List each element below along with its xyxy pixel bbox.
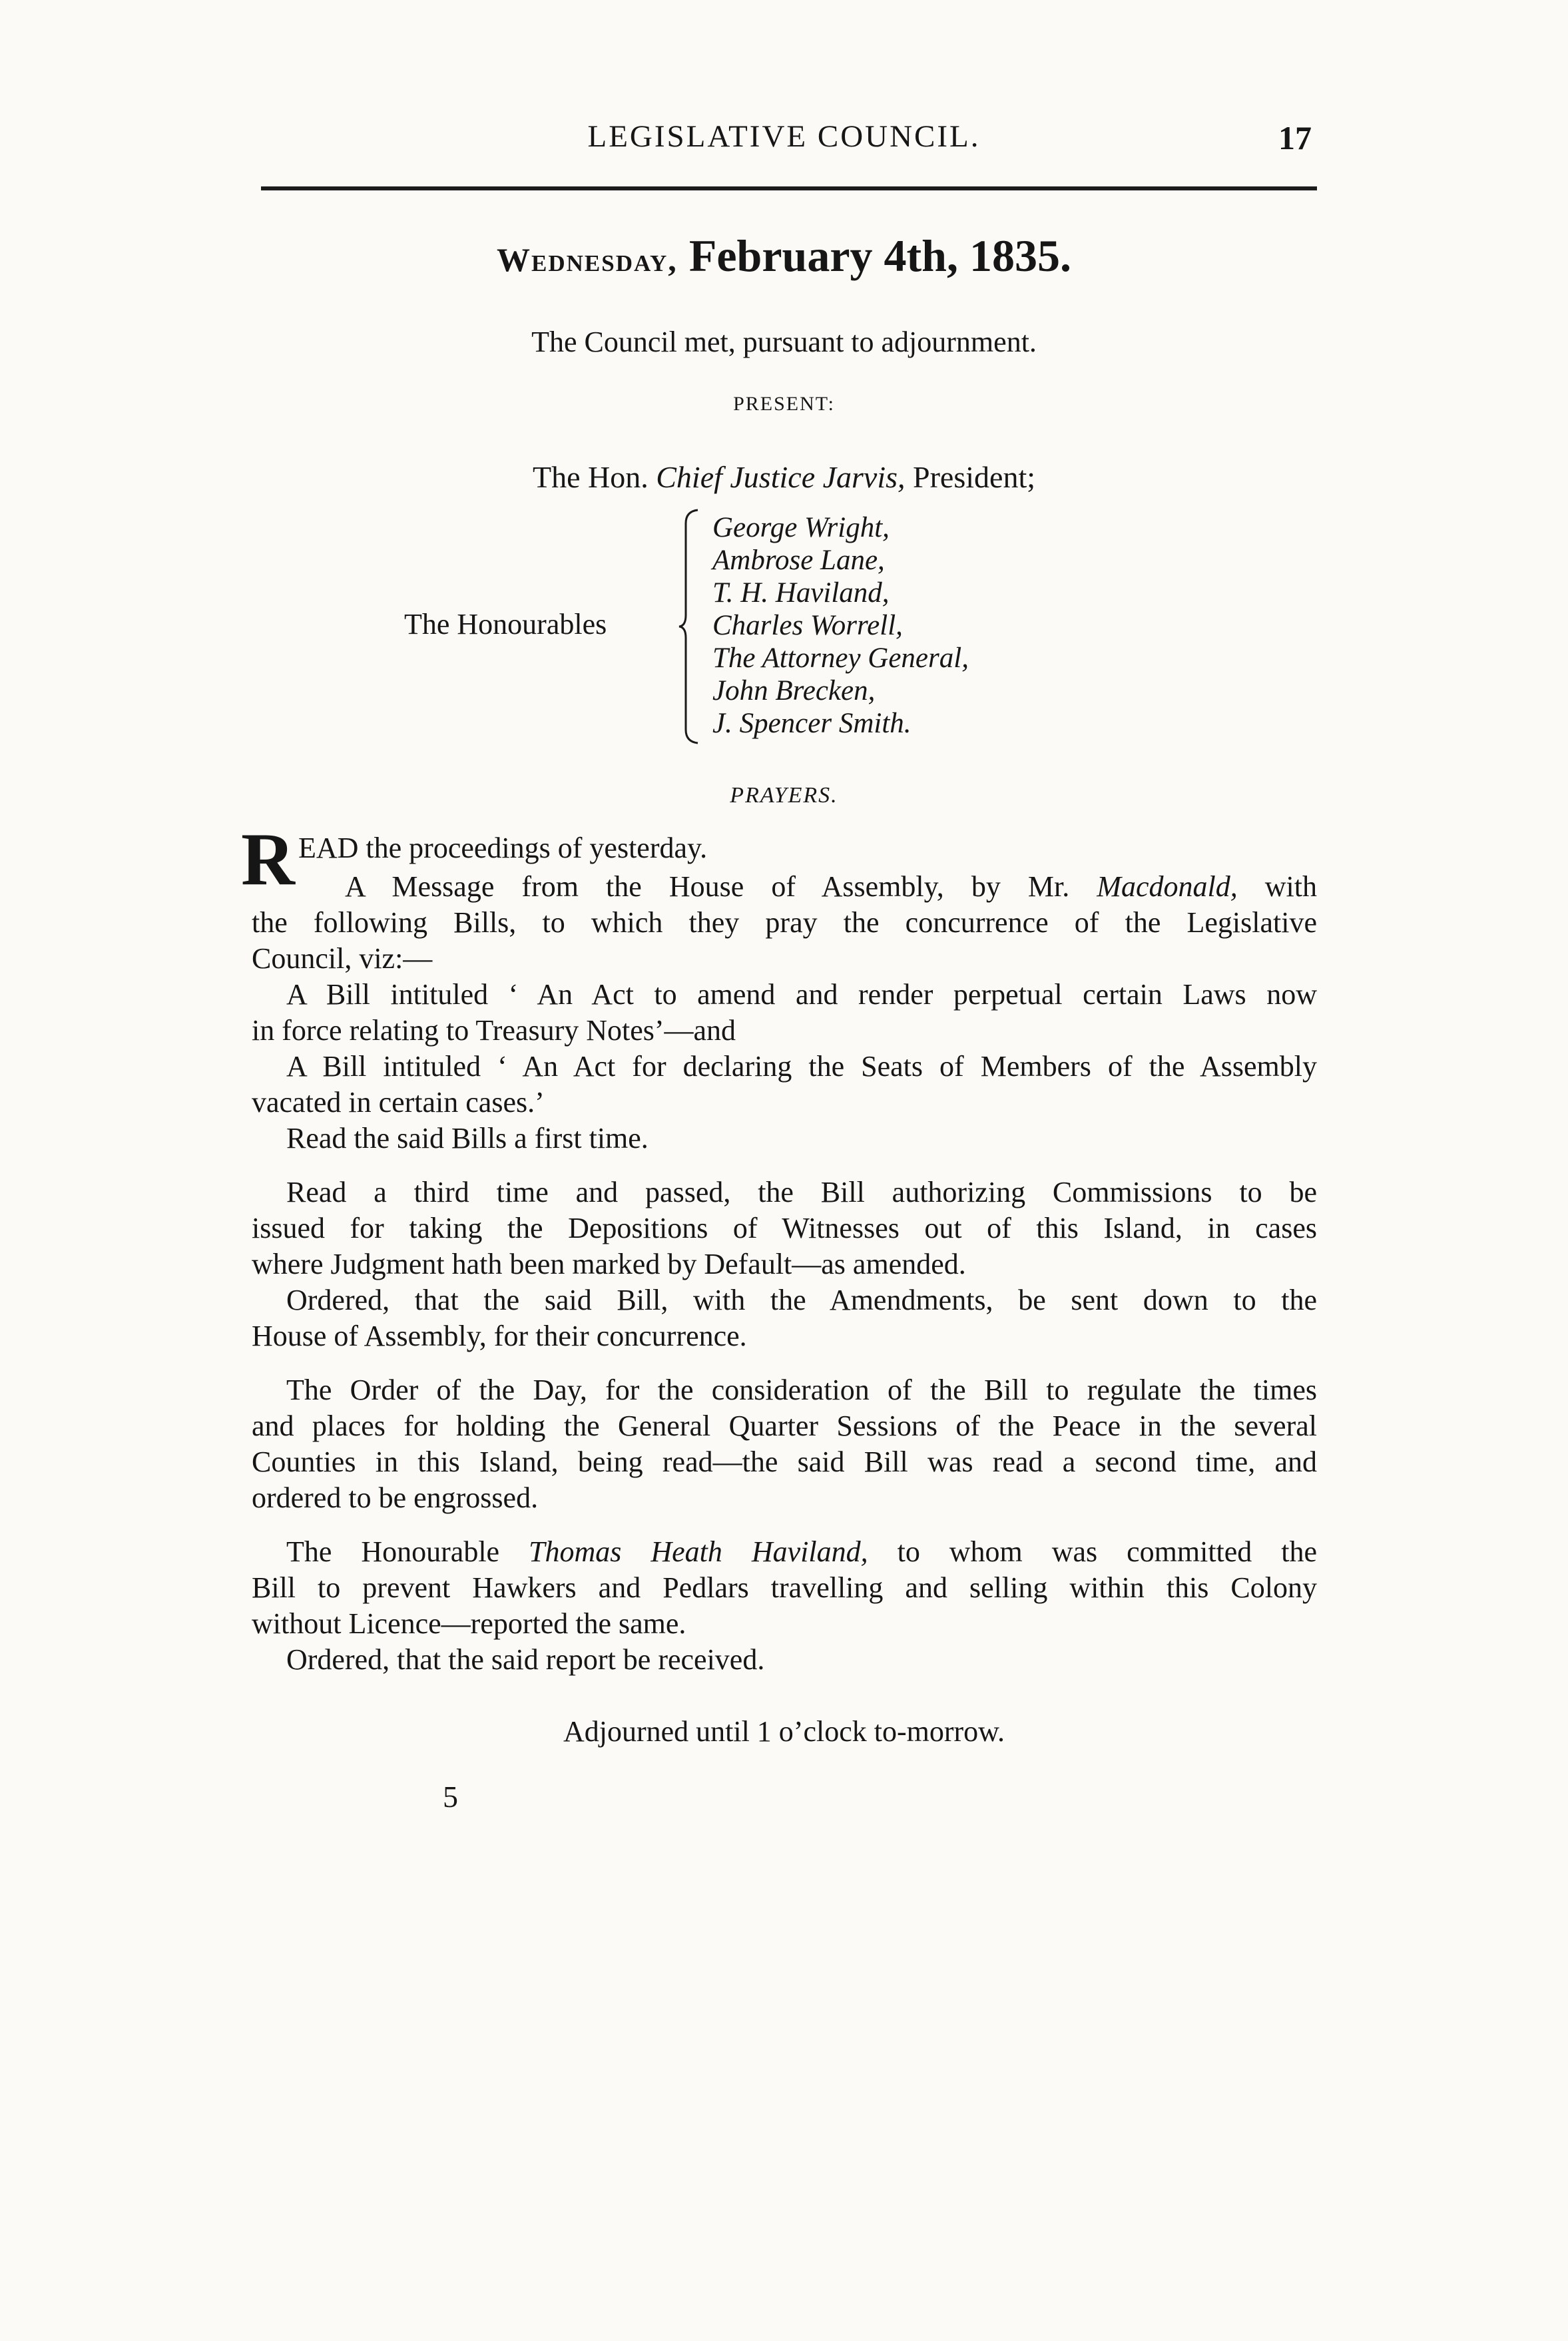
- message-line-2: the following Bills, to which they pray the concurrence of the Legislative: [252, 906, 1317, 939]
- adjourned-line: Adjourned until 1 o’clock to-morrow.: [563, 1715, 1005, 1748]
- order-of-day-line-1: The Order of the Day, for the consideration of the Bill to regulate the times: [286, 1374, 1317, 1406]
- member-name: J. Spencer Smith.: [712, 708, 912, 739]
- signature-mark: 5: [443, 1780, 458, 1814]
- member-name: Charles Worrell,: [712, 610, 903, 641]
- running-header-title: LEGISLATIVE COUNCIL.: [587, 119, 981, 154]
- first-time-line: Read the said Bills a first time.: [286, 1122, 649, 1155]
- drop-cap: R: [241, 818, 295, 901]
- prayers-heading: PRAYERS.: [730, 783, 838, 808]
- member-name: George Wright,: [712, 512, 890, 543]
- page-number: 17: [1278, 119, 1312, 156]
- council-met-line: The Council met, pursuant to adjournment.: [531, 326, 1037, 358]
- message-line-3: Council, viz:—: [252, 942, 433, 975]
- third-reading-line-2: issued for taking the Depositions of Witnesses out of this Island, in cases: [252, 1212, 1317, 1244]
- haviland-line-1: [286, 1535, 1317, 1569]
- third-reading-line-3: where Judgment hath been marked by Default—as amended.: [252, 1248, 966, 1280]
- third-reading-line-1: Read a third time and passed, the Bill authorizing Commissions to be: [286, 1176, 1317, 1208]
- message-line-1: [345, 870, 1317, 904]
- date-heading: [0, 230, 1568, 282]
- bill1-line-1: A Bill intituled ‘ An Act to amend and render perpetual certain Laws now: [286, 978, 1317, 1011]
- president-suffix: President;: [913, 460, 1036, 494]
- messenger-name: Macdonald,: [1097, 870, 1238, 903]
- ordered-down-line-2: House of Assembly, for their concurrence.: [252, 1320, 747, 1352]
- bill1-line-2: in force relating to Treasury Notes’—and: [252, 1014, 736, 1047]
- read-proceedings-line: EAD the proceedings of yesterday.: [298, 832, 708, 864]
- message-text: A Message from the House of Assembly, by Mr.: [345, 870, 1070, 903]
- day-name: Wednesday,: [496, 241, 678, 278]
- date-text: February 4th, 1835.: [688, 230, 1071, 281]
- members-list: [712, 511, 969, 740]
- report-received-line: Ordered, that the said report be received.: [286, 1643, 765, 1676]
- header-rule: [261, 186, 1317, 190]
- member-name: Ambrose Lane,: [712, 545, 885, 576]
- honourables-label: The Honourables: [404, 608, 607, 641]
- haviland-name: Thomas Heath Haviland,: [529, 1535, 868, 1568]
- haviland-line-2: Bill to prevent Hawkers and Pedlars travelling and selling within this Colony: [252, 1571, 1317, 1604]
- member-name: John Brecken,: [712, 675, 876, 706]
- curly-brace: [678, 509, 700, 744]
- president-name: Chief Justice Jarvis,: [656, 460, 906, 494]
- member-name: The Attorney General,: [712, 643, 969, 674]
- haviland-line-3: without Licence—reported the same.: [252, 1607, 686, 1640]
- haviland-text: to whom was committed the: [897, 1535, 1318, 1568]
- order-of-day-line-3: Counties in this Island, being read—the said Bill was read a second time, and: [252, 1445, 1317, 1478]
- member-name: T. H. Haviland,: [712, 577, 890, 609]
- ordered-down-line-1: Ordered, that the said Bill, with the Amendments, be sent down to the: [286, 1284, 1317, 1316]
- present-label: PRESENT:: [733, 393, 835, 415]
- president-line: [0, 459, 1568, 495]
- bill2-line-2: vacated in certain cases.’: [252, 1086, 545, 1119]
- bill2-line-1: A Bill intituled ‘ An Act for declaring the Seats of Members of the Assembly: [286, 1050, 1317, 1083]
- president-prefix: The Hon.: [532, 460, 649, 494]
- order-of-day-line-2: and places for holding the General Quarter Sessions of the Peace in the several: [252, 1410, 1317, 1442]
- order-of-day-line-4: ordered to be engrossed.: [252, 1481, 539, 1514]
- message-text: with: [1264, 870, 1317, 903]
- haviland-text: The Honourable: [286, 1535, 500, 1568]
